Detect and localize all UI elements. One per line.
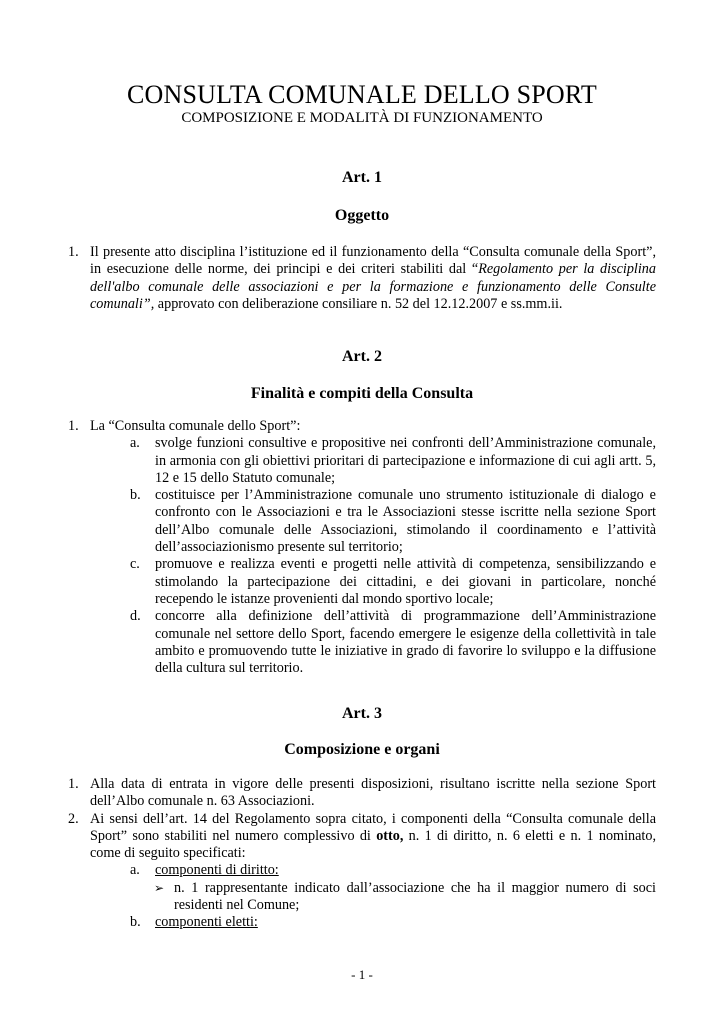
- art1-number: Art. 1: [342, 169, 382, 186]
- list-item: a. componenti di diritto:: [130, 862, 656, 879]
- document-title: CONSULTA COMUNALE DELLO SPORT: [127, 80, 597, 109]
- art3-sub-list: [130, 862, 656, 931]
- list-item: b. componenti eletti:: [130, 914, 656, 931]
- art2-sub-list: [130, 435, 656, 677]
- art3-number: Art. 3: [342, 705, 382, 722]
- item-number: 1.: [68, 418, 79, 434]
- list-item: d. concorre alla definizione dell’attività di programmazione dell’Amministrazione comunale nel settore dello Sport, facendo emergere le esigenze della collettività in tale ambito e promuovendo tutte le iniziative in grado di favorire lo sviluppo e la diffusione della cultura sul territorio.: [130, 608, 656, 677]
- arrow-bullet-icon: ➢: [154, 880, 165, 895]
- art1-body: [68, 244, 656, 313]
- bullet-item: ➢ n. 1 rappresentante indicato dall’associazione che ha il maggior numero di soci residenti nel Comune;: [154, 879, 656, 914]
- list-item: c. promuove e realizza eventi e progetti nelle attività di competenza, sensibilizzando e stimolando la partecipazione dei cittadini, e dei giovani in particolare, nonché recependo le istanze provenienti dal mondo sportivo locale;: [130, 556, 656, 607]
- item-text: Il presente atto disciplina l’istituzione ed il funzionamento della “Consulta comunale della Sport”, in esecuzione delle norme, dei principi e dei criteri stabiliti dal “Regolamento per la disciplina dell'albo comunale delle associazioni e per la formazione e funzionamento delle Consulte comunali”, approvato con deliberazione consiliare n. 52 del 12.12.2007 e ss.mm.ii.: [90, 244, 656, 312]
- art2-body: [68, 418, 656, 677]
- item-number: 1.: [68, 776, 79, 792]
- item-text: Ai sensi dell’art. 14 del Regolamento sopra citato, i componenti della “Consulta comunale della Sport” sono stabiliti nel numero complessivo di otto, n. 1 di diritto, n. 6 eletti e n. 1 nominato, come di seguito specificati:: [90, 810, 656, 862]
- page-number: - 1 -: [351, 967, 373, 982]
- art2-item-1: [68, 418, 656, 435]
- list-item: a. svolge funzioni consultive e propositive nei confronti dell’Amministrazione comunale, in armonia con gli obiettivi prioritari di partecipazione e informazione di cui agli artt. 5, 12 e 15 dello Statuto comunale;: [130, 435, 656, 486]
- art3-body: [68, 776, 656, 932]
- list-item-label: componenti eletti:: [155, 914, 258, 931]
- art3-item-1: [68, 776, 656, 811]
- list-item-label: componenti di diritto:: [155, 862, 279, 879]
- item-text: La “Consulta comunale dello Sport”:: [90, 418, 301, 434]
- art3-heading: Composizione e organi: [284, 741, 440, 758]
- art3-item-2: [68, 811, 656, 863]
- document-subtitle: COMPOSIZIONE E MODALITÀ DI FUNZIONAMENTO: [181, 110, 543, 126]
- art1-item-1: [68, 244, 656, 313]
- art1-heading: Oggetto: [334, 207, 390, 224]
- art2-heading: Finalità e compiti della Consulta: [250, 385, 474, 402]
- item-text: Alla data di entrata in vigore delle presenti disposizioni, risultano iscritte nella sezione Sport dell’Albo comunale n. 63 Associazioni.: [90, 776, 656, 810]
- item-number: 1.: [68, 244, 79, 260]
- art2-number: Art. 2: [342, 348, 382, 365]
- item-number: 2.: [68, 810, 79, 827]
- list-item: b. costituisce per l’Amministrazione comunale uno strumento istituzionale di dialogo e confronto con le Associazioni e tra le Associazioni stesse iscritte nella sezione Sport dell’Albo comunale delle Associazioni, stimolando il coordinamento e l’attività dell’associazionismo presente sul territorio;: [130, 487, 656, 556]
